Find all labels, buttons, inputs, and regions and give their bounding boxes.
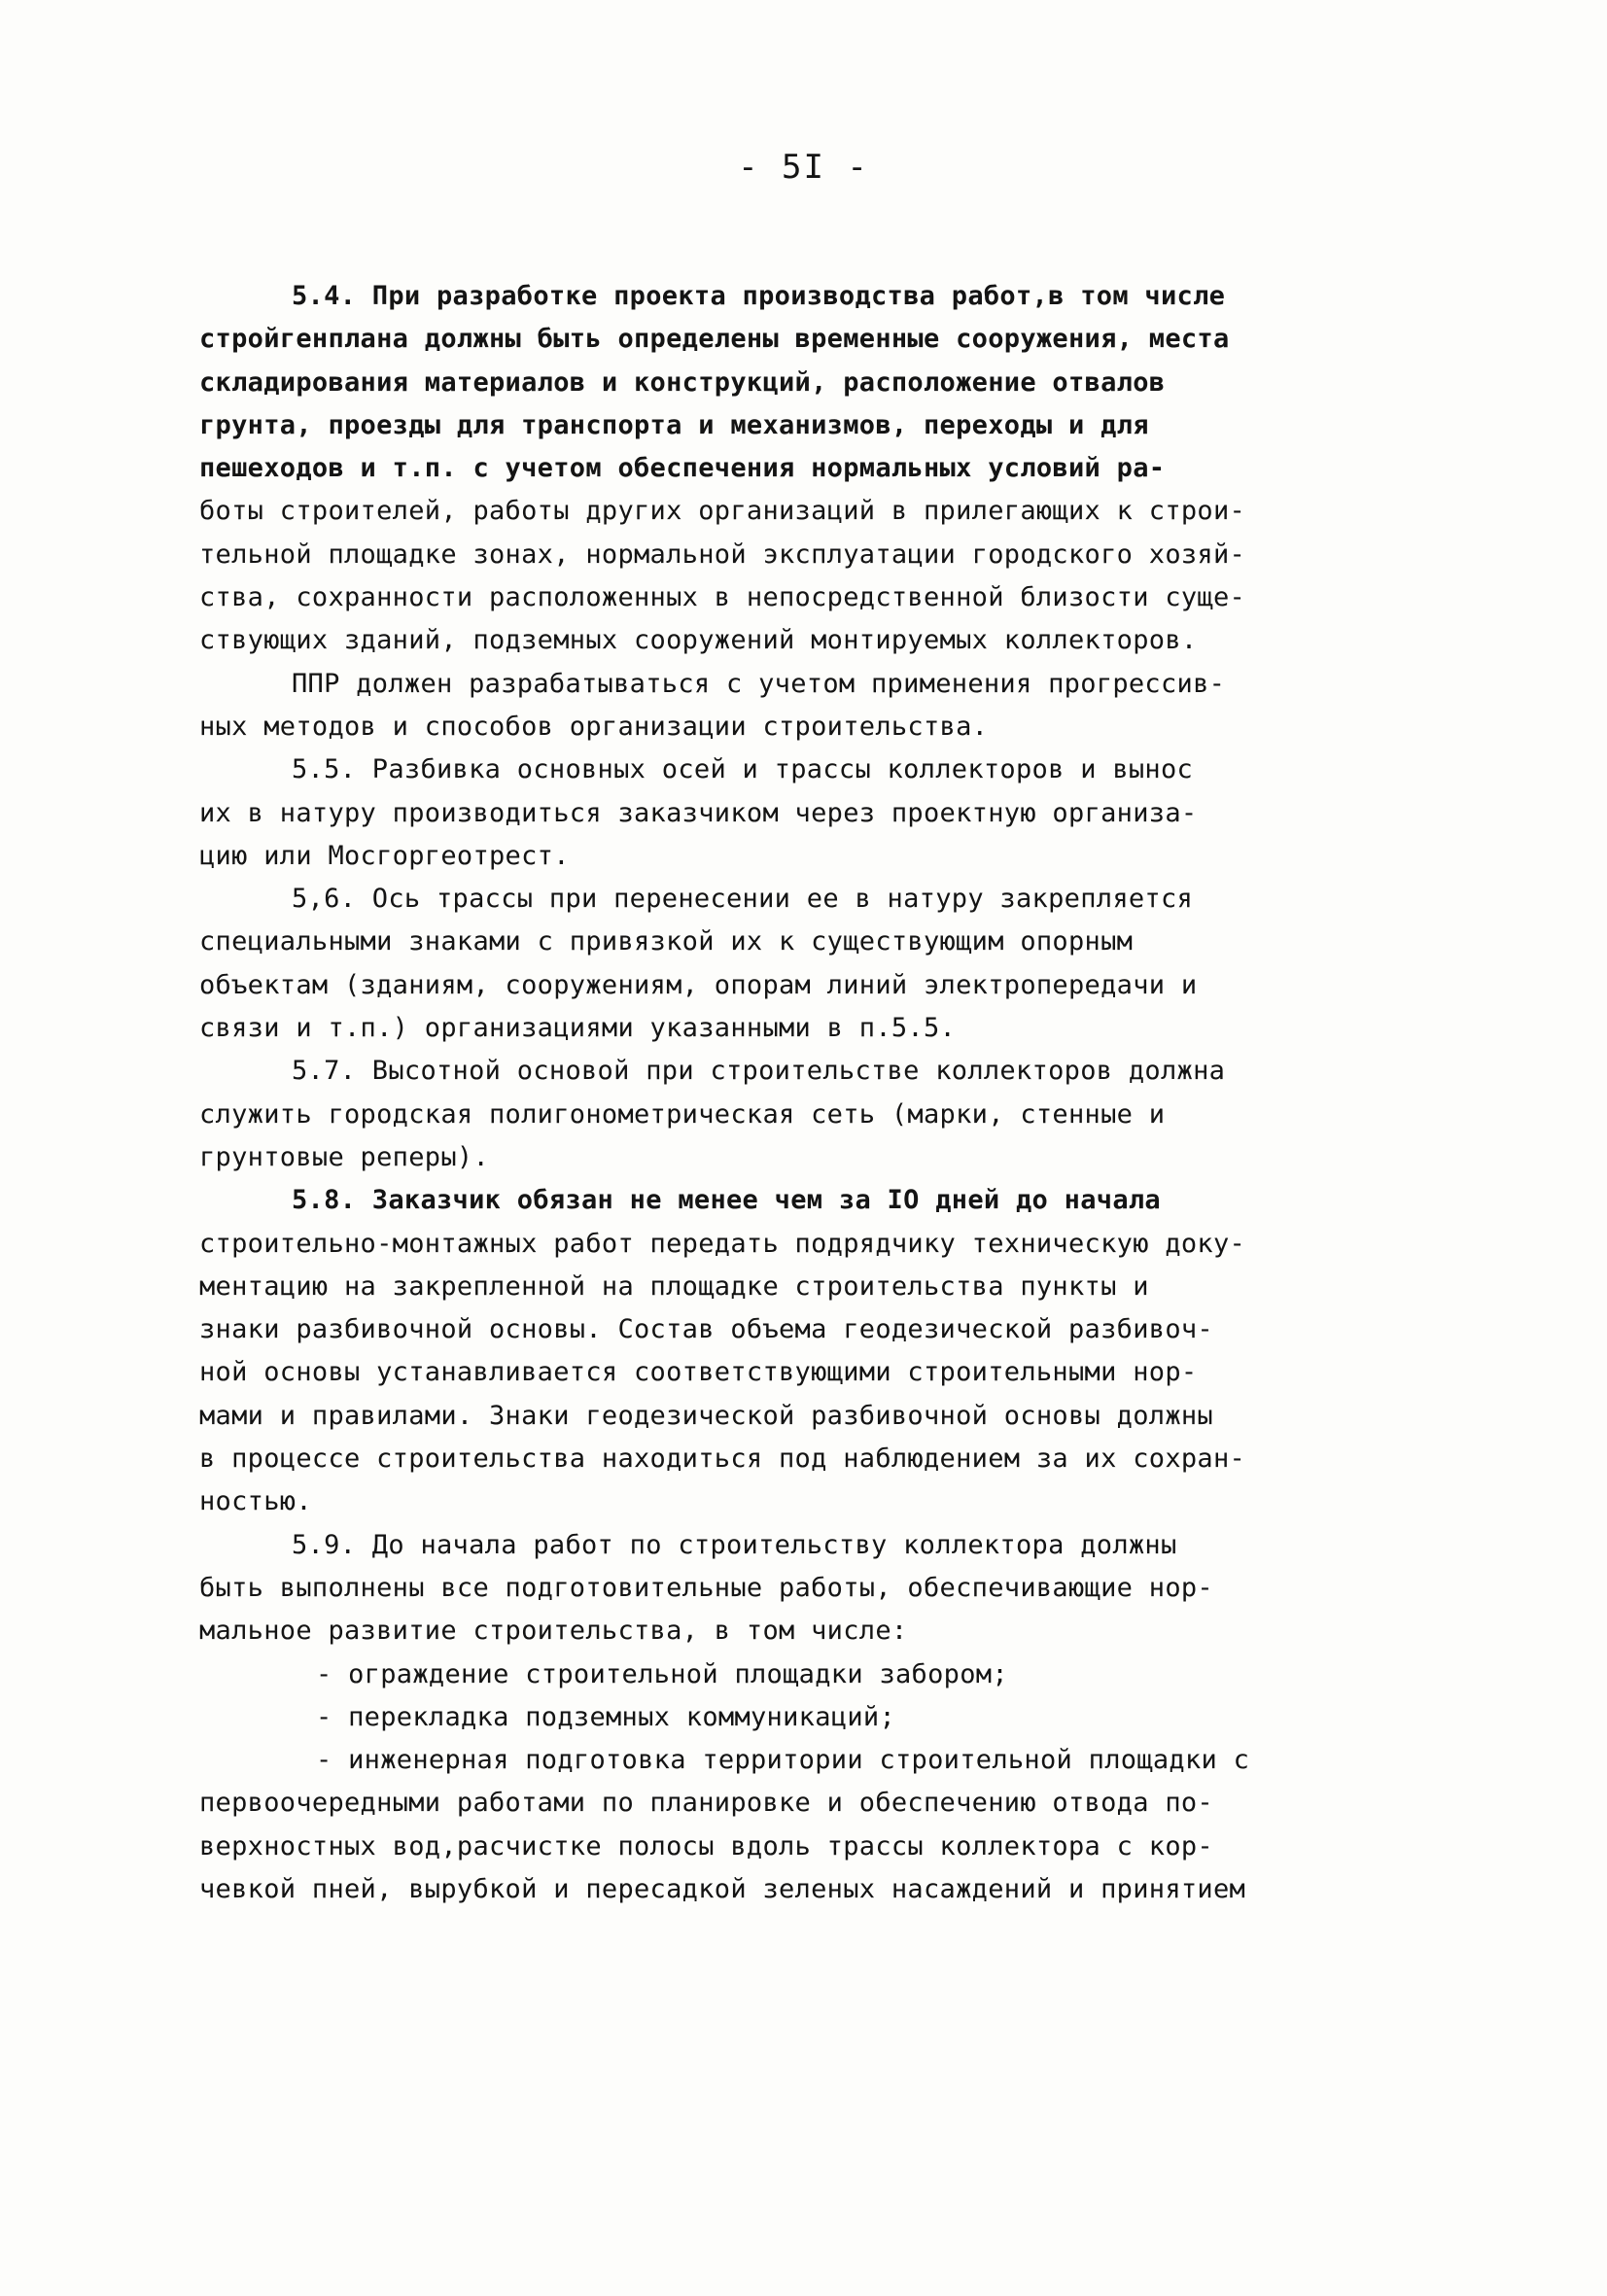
text-line: ментацию на закрепленной на площадке строительства пункты и (199, 1270, 1149, 1302)
text-line: в процессе строительства находиться под наблюдением за их сохран- (199, 1444, 1246, 1475)
text-line: объектам (зданиям, сооружениям, опорам линий электропередачи и (199, 969, 1198, 1000)
text-line: цию или Мосгоргеотрест. (199, 840, 570, 871)
text-line: пешеходов и т.п. с учетом обеспечения нормальных условий ра- (199, 453, 1166, 484)
text-line: служить городская полигонометрическая сеть (марки, стенные и (199, 1098, 1166, 1130)
text-line: ностью. (199, 1486, 312, 1517)
text-line: 5,6. Ось трассы при перенесении ее в натуру закрепляется (292, 884, 1194, 915)
text-line: 5.4. При разработке проекта производства работ,в том числе (292, 281, 1226, 311)
text-line: их в натуру производиться заказчиком через проектную организа- (199, 797, 1198, 828)
text-line: - инженерная подготовка территории строительной площадки с (316, 1745, 1250, 1776)
text-line: ных методов и способов организации строительства. (199, 711, 989, 742)
text-line: ППР должен разрабатываться с учетом применения прогрессив- (292, 668, 1226, 699)
text-line: боты строителей, работы других организаций в прилегающих к строи- (199, 496, 1246, 527)
text-line: специальными знаками с привязкой их к существующим опорным (199, 926, 1134, 957)
text-line: знаки разбивочной основы. Состав объема геодезической разбивоч- (199, 1314, 1213, 1345)
text-line: 5.7. Высотной основой при строительстве коллекторов должна (292, 1056, 1226, 1087)
text-line: 5.9. До начала работ по строительству коллектора должны (292, 1529, 1177, 1560)
text-line: - ограждение строительной площадки забором; (316, 1658, 1008, 1689)
text-line: верхностных вод,расчистке полосы вдоль трассы коллектора с кор- (199, 1830, 1213, 1861)
text-line: ства, сохранности расположенных в непосредственной близости суще- (199, 582, 1246, 613)
text-line: мальное развитие строительства, в том числе: (199, 1616, 908, 1647)
text-line: 5.8. Заказчик обязан не менее чем за IO дней до начала (292, 1185, 1161, 1216)
text-line: стройгенплана должны быть определены временные сооружения, места (199, 324, 1230, 355)
text-line: чевкой пней, вырубкой и пересадкой зеленых насаждений и принятием (199, 1873, 1246, 1904)
text-line: складирования материалов и конструкций, расположение отвалов (199, 366, 1166, 398)
text-line: строительно-монтажных работ передать подрядчику техническую доку- (199, 1228, 1246, 1259)
text-line: - перекладка подземных коммуникаций; (316, 1701, 895, 1732)
text-line: тельной площадке зонах, нормальной эксплуатации городского хозяй- (199, 539, 1246, 570)
document-body (199, 275, 1415, 1911)
text-line: быть выполнены все подготовительные работы, обеспечивающие нор- (199, 1572, 1213, 1603)
text-line: мами и правилами. Знаки геодезической разбивочной основы должны (199, 1400, 1213, 1431)
text-line: грунтовые реперы). (199, 1141, 489, 1172)
text-line: 5.5. Разбивка основных осей и трассы коллекторов и вынос (292, 754, 1194, 785)
text-line: грунта, проезды для транспорта и механизмов, переходы и для (199, 409, 1149, 440)
text-line: связи и т.п.) организациями указанными в п.5.5. (199, 1013, 957, 1044)
text-line: первоочередными работами по планировке и обеспечению отвода по- (199, 1788, 1213, 1819)
text-line: ной основы устанавливается соответствующими строительными нор- (199, 1357, 1198, 1388)
text-line: ствующих зданий, подземных сооружений монтируемых коллекторов. (199, 625, 1198, 656)
page-number: - 5I - (738, 148, 869, 187)
